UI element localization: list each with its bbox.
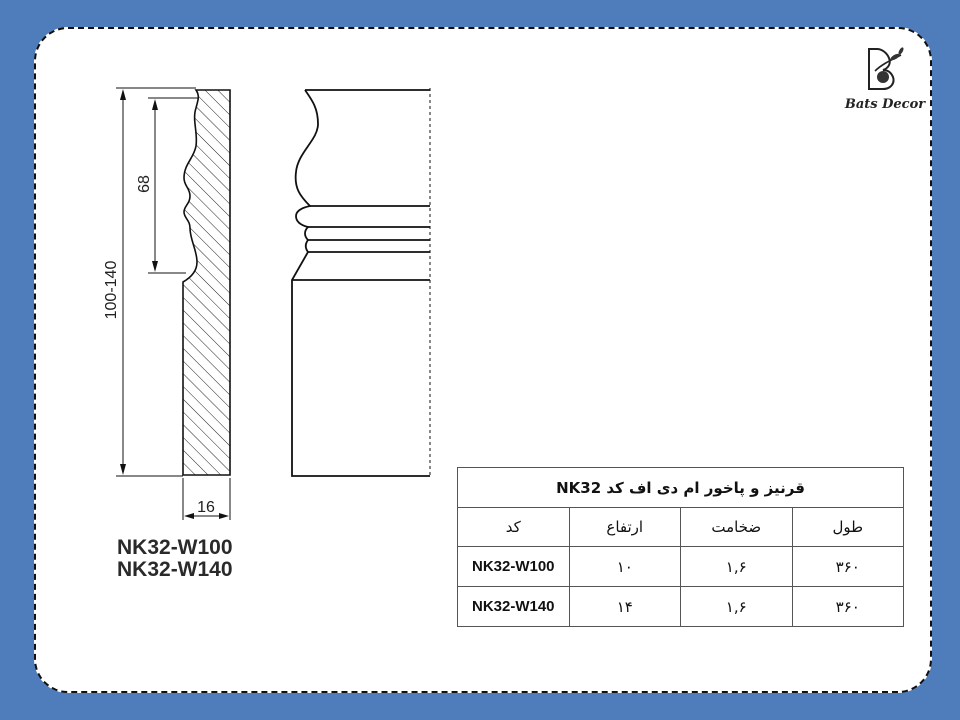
table-header-row xyxy=(458,508,904,547)
cell-code: NK32-W140 xyxy=(458,587,570,627)
cell-code: NK32-W100 xyxy=(458,547,570,587)
table-row xyxy=(458,547,904,587)
spec-table xyxy=(457,467,904,627)
brand-name: Bats Decor xyxy=(844,97,926,112)
front-elevation xyxy=(292,88,430,478)
header-height: ارتفاع xyxy=(569,508,681,547)
thickness-dimension-label: 16 xyxy=(197,499,215,516)
header-length: طول xyxy=(792,508,904,547)
table-title: قرنیز و پاخور ام دی اف کد NK32 xyxy=(458,468,904,508)
cell-length: ۳۶۰ xyxy=(792,547,904,587)
table-row xyxy=(458,587,904,627)
header-code: کد xyxy=(458,508,570,547)
cell-thickness: ۱,۶ xyxy=(681,587,793,627)
height-dimension-label: 100-140 xyxy=(103,260,120,320)
cell-thickness: ۱,۶ xyxy=(681,547,793,587)
cell-height: ۱۴ xyxy=(569,587,681,627)
cell-length: ۳۶۰ xyxy=(792,587,904,627)
header-thickness: ضخامت xyxy=(681,508,793,547)
model-code-w140: NK32-W140 xyxy=(117,558,233,581)
model-code-w100: NK32-W100 xyxy=(117,536,233,559)
profile-section xyxy=(183,90,230,475)
cell-height: ۱۰ xyxy=(569,547,681,587)
profile-dimension-label: 68 xyxy=(136,175,153,193)
